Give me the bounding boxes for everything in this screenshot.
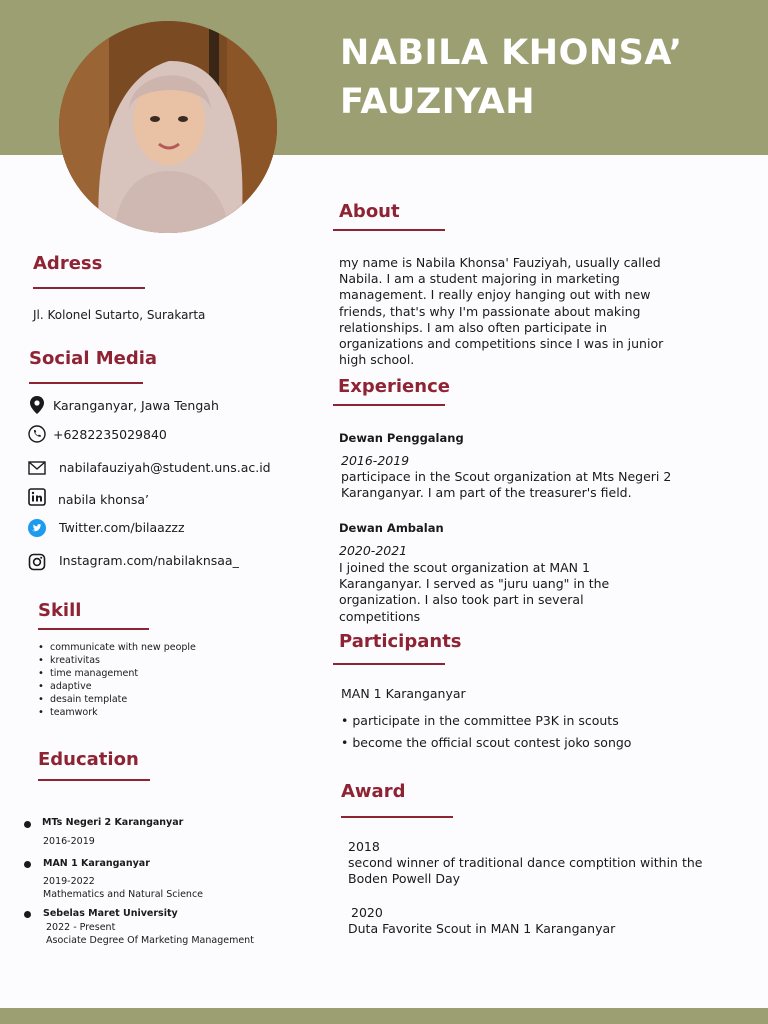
education-school-3: Sebelas Maret University (43, 908, 178, 919)
education-detail-3: Asociate Degree Of Marketing Management (46, 935, 254, 946)
about-rule (333, 229, 445, 231)
education-school-2: MAN 1 Karanganyar (43, 858, 150, 869)
skill-item: • desain template (36, 693, 196, 706)
skill-list (36, 641, 196, 719)
skill-rule (38, 628, 149, 630)
name-line-2: FAUZIYAH (340, 82, 536, 122)
experience-years-1: 2016-2019 (341, 453, 410, 468)
social-twitter[interactable]: Twitter.com/bilaazzz (59, 520, 185, 535)
skill-item: • time management (36, 667, 196, 680)
experience-rule (333, 404, 445, 406)
instagram-icon (28, 553, 46, 571)
phone-icon (28, 425, 46, 443)
education-bullet (24, 861, 31, 868)
mail-icon (28, 459, 46, 477)
skill-item: • communicate with new people (36, 641, 196, 654)
experience-desc-1: participace in the Scout organization at Mts Negeri 2 Karanganyar. I am part of the treasurer's field. (341, 469, 672, 501)
address-heading: Adress (33, 253, 103, 274)
education-rule (38, 779, 150, 781)
social-linkedin[interactable]: nabila khonsa’ (58, 492, 149, 507)
education-heading: Education (38, 749, 139, 770)
about-text: my name is Nabila Khonsa' Fauziyah, usually called Nabila. I am a student majoring in marketing management. I really enjoy hanging out with new friends, that's why I'm passionate about making relationships. I am also often participate in organizations and competitions since I was in junior high school. (339, 255, 664, 368)
award-rule (341, 816, 453, 818)
award-desc-1: second winner of traditional dance comptition within the Boden Powell Day (348, 855, 703, 887)
education-years-1: 2016-2019 (43, 836, 95, 847)
skill-heading: Skill (38, 600, 82, 621)
social-rule (29, 382, 143, 384)
experience-org-1: Dewan Penggalang (339, 431, 464, 445)
experience-heading: Experience (338, 376, 450, 397)
address-rule (33, 287, 145, 289)
social-phone[interactable]: +6282235029840 (53, 427, 167, 442)
name-line-1: NABILA KHONSA’ (340, 33, 683, 73)
skill-item: • teamwork (36, 706, 196, 719)
participants-item-1: • participate in the committee P3K in scouts (341, 713, 619, 728)
education-years-3: 2022 - Present (46, 922, 116, 933)
address-value: Jl. Kolonel Sutarto, Surakarta (33, 308, 206, 322)
social-instagram[interactable]: Instagram.com/nabilaknsaa_ (59, 553, 239, 568)
award-year-1: 2018 (348, 839, 380, 854)
education-detail-2: Mathematics and Natural Science (43, 889, 204, 900)
skill-item: • adaptive (36, 680, 196, 693)
social-email[interactable]: nabilafauziyah@student.uns.ac.id (59, 460, 271, 475)
about-heading: About (339, 201, 400, 222)
social-heading: Social Media (29, 348, 158, 369)
profile-photo (59, 21, 277, 233)
experience-desc-2: I joined the scout organization at MAN 1 Karanganyar. I served as "juru uang" in the organization. I also took part in several competitions (339, 560, 610, 624)
location-pin-icon (28, 396, 46, 414)
experience-years-2: 2020-2021 (339, 543, 408, 558)
footer-band (0, 1008, 768, 1024)
participants-heading: Participants (339, 631, 462, 652)
education-bullet (24, 821, 31, 828)
social-location: Karanganyar, Jawa Tengah (53, 398, 219, 413)
participants-item-2: • become the official scout contest joko songo (341, 735, 632, 750)
award-year-2: 2020 (351, 905, 383, 920)
education-bullet (24, 911, 31, 918)
experience-org-2: Dewan Ambalan (339, 521, 444, 535)
twitter-icon (28, 519, 46, 537)
participants-school: MAN 1 Karanganyar (341, 686, 466, 701)
award-desc-2: Duta Favorite Scout in MAN 1 Karanganyar (348, 921, 616, 936)
education-years-2: 2019-2022 (43, 876, 95, 887)
skill-item: • kreativitas (36, 654, 196, 667)
participants-rule (333, 663, 445, 665)
education-school-1: MTs Negeri 2 Karanganyar (42, 817, 184, 828)
linkedin-icon (28, 488, 46, 506)
award-heading: Award (341, 781, 406, 802)
